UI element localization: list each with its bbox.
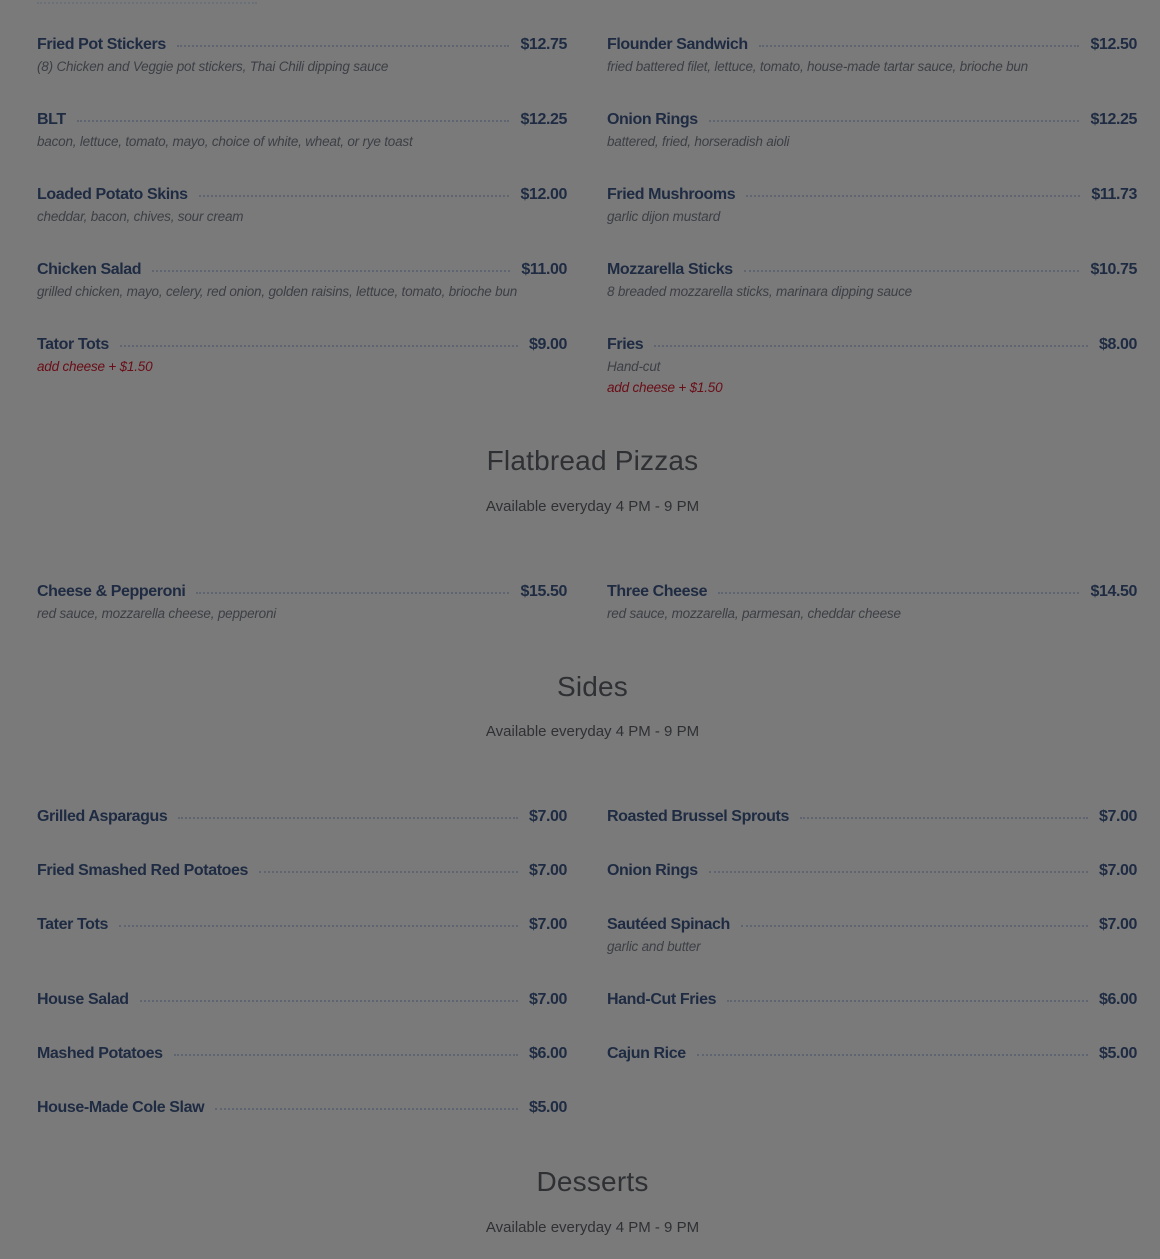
item-name: Fried Pot Stickers: [37, 36, 166, 53]
item-price: $12.75: [520, 36, 567, 53]
top-divider-fragment: [37, 0, 257, 4]
item-price: $6.00: [1098, 991, 1137, 1008]
dotted-leader: [759, 45, 1080, 47]
item-price: $11.73: [1091, 186, 1137, 203]
menu-item: [607, 806, 1137, 828]
menu-item: [37, 259, 567, 302]
section-title-sides: Sides: [556, 671, 629, 702]
item-price: $12.00: [520, 186, 567, 203]
item-price: $15.50: [520, 583, 567, 600]
item-name: Sautéed Spinach: [607, 916, 730, 933]
menu-item: [607, 259, 1137, 302]
dotted-leader: [178, 817, 518, 819]
item-name: Fries: [607, 336, 644, 353]
item-name: Onion Rings: [607, 862, 698, 879]
dotted-leader: [120, 345, 518, 347]
item-price: $7.00: [528, 808, 567, 825]
menu-item: [37, 184, 567, 227]
item-price: $7.00: [528, 991, 567, 1008]
item-name: Onion Rings: [607, 111, 698, 128]
dotted-leader: [744, 270, 1080, 272]
dotted-leader: [196, 592, 509, 594]
item-description: garlic dijon mustard: [607, 209, 721, 224]
section-subtitle-flatbread: Available everyday 4 PM - 9 PM: [485, 498, 700, 515]
menu-item: [607, 914, 1137, 957]
item-name: House-Made Cole Slaw: [37, 1099, 205, 1116]
item-price: $9.00: [528, 336, 567, 353]
item-price: $7.00: [1098, 916, 1137, 933]
item-name: Chicken Salad: [37, 261, 142, 278]
dotted-leader: [709, 871, 1088, 873]
item-description: 8 breaded mozzarella sticks, marinara dipping sauce: [607, 284, 912, 299]
item-name: Tator Tots: [37, 336, 109, 353]
section-subtitle-sides: Available everyday 4 PM - 9 PM: [485, 723, 700, 740]
item-name: BLT: [37, 111, 66, 128]
item-name: Hand-Cut Fries: [607, 991, 717, 1008]
menu-item: [37, 1097, 567, 1119]
item-name: Mozzarella Sticks: [607, 261, 733, 278]
item-price: $5.00: [528, 1099, 567, 1116]
item-addon: add cheese + $1.50: [37, 359, 153, 374]
section-title-desserts: Desserts: [536, 1166, 649, 1197]
dotted-leader: [741, 925, 1088, 927]
dotted-leader: [800, 817, 1088, 819]
item-description: cheddar, bacon, chives, sour cream: [37, 209, 244, 224]
menu-item: [607, 581, 1137, 624]
section-subtitle-desserts: Available everyday 4 PM - 9 PM: [485, 1219, 700, 1236]
item-description: (8) Chicken and Veggie pot stickers, Thai Chili dipping sauce: [37, 59, 389, 74]
dotted-leader: [727, 1000, 1088, 1002]
item-price: $11.00: [521, 261, 567, 278]
item-description: battered, fried, horseradish aioli: [607, 134, 790, 149]
menu-item: [37, 34, 567, 77]
menu-item: [37, 1043, 567, 1065]
menu-item: [37, 989, 567, 1011]
dotted-leader: [746, 195, 1080, 197]
menu-item: [37, 581, 567, 624]
item-name: Fried Smashed Red Potatoes: [37, 862, 248, 879]
dotted-leader: [697, 1054, 1088, 1056]
dotted-leader: [140, 1000, 518, 1002]
item-price: $7.00: [1098, 808, 1137, 825]
item-price: $12.25: [1090, 111, 1137, 128]
menu-item: [607, 1043, 1137, 1065]
dotted-leader: [215, 1108, 518, 1110]
item-name: Mashed Potatoes: [37, 1045, 163, 1062]
dotted-leader: [77, 120, 510, 122]
item-description: bacon, lettuce, tomato, mayo, choice of white, wheat, or rye toast: [37, 134, 413, 149]
item-price: $6.00: [528, 1045, 567, 1062]
dotted-leader: [654, 345, 1088, 347]
item-description: grilled chicken, mayo, celery, red onion, golden raisins, lettuce, tomato, brioche bun: [37, 284, 518, 299]
item-price: $12.50: [1090, 36, 1137, 53]
item-name: Flounder Sandwich: [607, 36, 748, 53]
dotted-leader: [718, 592, 1079, 594]
menu-item: [607, 860, 1137, 882]
menu-item: [607, 334, 1137, 398]
item-price: $5.00: [1098, 1045, 1137, 1062]
menu-item: [607, 184, 1137, 227]
menu-item: [607, 34, 1137, 77]
item-name: Tater Tots: [37, 916, 108, 933]
item-price: $8.00: [1098, 336, 1137, 353]
item-name: Loaded Potato Skins: [37, 186, 188, 203]
item-description: fried battered filet, lettuce, tomato, house-made tartar sauce, brioche bun: [607, 59, 1028, 74]
menu-item: [37, 806, 567, 828]
item-price: $7.00: [528, 916, 567, 933]
item-price: $12.25: [520, 111, 567, 128]
dotted-leader: [199, 195, 510, 197]
item-addon: add cheese + $1.50: [607, 380, 723, 395]
item-description: red sauce, mozzarella, parmesan, cheddar cheese: [607, 606, 901, 621]
menu-item: [37, 860, 567, 882]
item-name: Cajun Rice: [607, 1045, 686, 1062]
item-name: Grilled Asparagus: [37, 808, 168, 825]
menu-item: [37, 914, 567, 936]
item-description: Hand-cut: [607, 359, 661, 374]
item-name: Roasted Brussel Sprouts: [607, 808, 789, 825]
item-price: $10.75: [1090, 261, 1137, 278]
dotted-leader: [119, 925, 518, 927]
item-description: red sauce, mozzarella cheese, pepperoni: [37, 606, 277, 621]
dotted-leader: [152, 270, 510, 272]
item-name: Fried Mushrooms: [607, 186, 736, 203]
item-price: $7.00: [528, 862, 567, 879]
dotted-leader: [174, 1054, 518, 1056]
menu-item: [37, 334, 567, 377]
menu-item: [607, 109, 1137, 152]
dotted-leader: [177, 45, 510, 47]
item-price: $14.50: [1090, 583, 1137, 600]
item-price: $7.00: [1098, 862, 1137, 879]
dotted-leader: [259, 871, 518, 873]
section-title-flatbread: Flatbread Pizzas: [486, 445, 699, 476]
menu-item: [37, 109, 567, 152]
dotted-leader: [709, 120, 1080, 122]
item-name: Three Cheese: [607, 583, 708, 600]
item-name: House Salad: [37, 991, 129, 1008]
item-name: Cheese & Pepperoni: [37, 583, 186, 600]
item-description: garlic and butter: [607, 939, 701, 954]
menu-item: [607, 989, 1137, 1011]
